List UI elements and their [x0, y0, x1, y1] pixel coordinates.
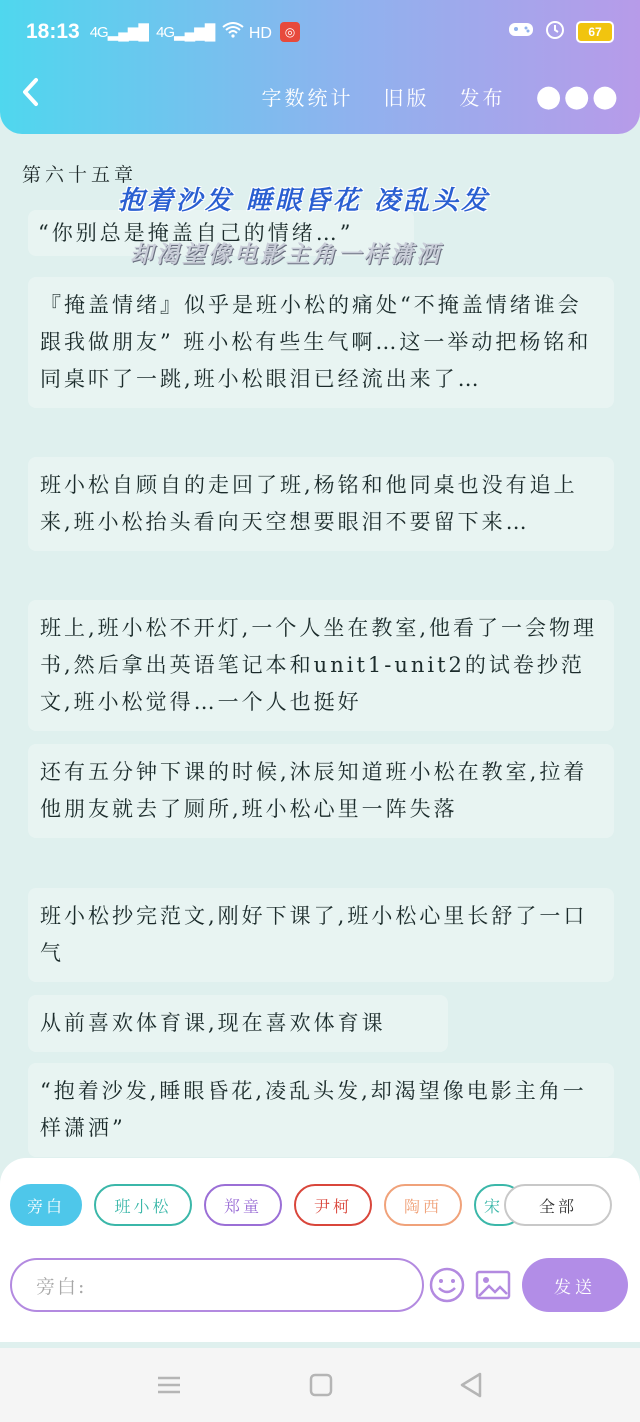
- all-roles-button[interactable]: 全部: [504, 1184, 612, 1226]
- lyric-overlay-line1: 抱着沙发 睡眼昏花 凌乱头发: [118, 186, 491, 216]
- role-chip-partial[interactable]: 宋: [474, 1184, 524, 1226]
- role-chip[interactable]: 郑童: [204, 1184, 282, 1226]
- chapter-title: 第六十五章: [22, 164, 138, 186]
- status-time: 18:13: [26, 20, 80, 43]
- message-bubble[interactable]: 班小松抄完范文,刚好下课了,班小松心里长舒了一口气: [28, 888, 614, 982]
- image-icon: [474, 1266, 512, 1304]
- message-bubble[interactable]: “抱着沙发,睡眼昏花,凌乱头发,却渴望像电影主角一样潇洒”: [28, 1063, 614, 1157]
- more-options-button[interactable]: ●●●: [535, 78, 620, 114]
- message-bubble[interactable]: 『掩盖情绪』似乎是班小松的痛处“不掩盖情绪谁会跟我做朋友” 班小松有些生气啊…这一举动把杨铭和同桌吓了一跳,班小松眼泪已经流出来了…: [28, 277, 614, 408]
- smiley-icon: [428, 1266, 466, 1304]
- composer-panel: [0, 1158, 640, 1342]
- system-back-button[interactable]: [456, 1370, 486, 1400]
- alarm-icon: [544, 18, 566, 46]
- publish-button[interactable]: 发布: [459, 85, 506, 110]
- back-button[interactable]: [20, 76, 60, 116]
- system-nav-bar: [0, 1348, 640, 1422]
- role-chip[interactable]: 陶西: [384, 1184, 462, 1226]
- triangle-back-icon: [456, 1370, 486, 1400]
- game-icon: [508, 20, 534, 44]
- header: [0, 0, 640, 134]
- chevron-left-icon: [20, 77, 40, 107]
- lyric-overlay-line2: 却渴望像电影主角一样潇洒: [130, 241, 442, 268]
- menu-button[interactable]: [154, 1370, 184, 1400]
- message-bubble[interactable]: 还有五分钟下课的时候,沐辰知道班小松在教室,拉着他朋友就去了厕所,班小松心里一阵失落: [28, 744, 614, 838]
- message-bubble[interactable]: “你别总是掩盖自己的情绪…”: [28, 210, 414, 256]
- send-button[interactable]: 发送: [522, 1258, 628, 1312]
- message-bubble[interactable]: 从前喜欢体育课,现在喜欢体育课: [28, 995, 448, 1052]
- role-chip[interactable]: 班小松: [94, 1184, 192, 1226]
- role-chip-narrator[interactable]: 旁白: [10, 1184, 82, 1226]
- message-bubble[interactable]: 班上,班小松不开灯,一个人坐在教室,他看了一会物理书,然后拿出英语笔记本和unit1-unit2的试卷抄范文,班小松觉得…一个人也挺好: [28, 600, 614, 731]
- message-bubble[interactable]: 班小松自顾自的走回了班,杨铭和他同桌也没有追上来,班小松抬头看向天空想要眼泪不要留下来…: [28, 457, 614, 551]
- old-version-button[interactable]: 旧版: [383, 85, 430, 110]
- input-placeholder: 旁白:: [36, 1275, 87, 1298]
- home-button[interactable]: [306, 1370, 336, 1400]
- nav-bar: [0, 64, 640, 128]
- emoji-button[interactable]: [428, 1266, 466, 1304]
- role-chip[interactable]: 尹柯: [294, 1184, 372, 1226]
- message-input[interactable]: [10, 1258, 424, 1312]
- word-count-button[interactable]: 字数统计: [261, 85, 354, 110]
- status-bar: [0, 0, 640, 64]
- menu-icon: [154, 1370, 184, 1400]
- app-notification-icon: ◎: [280, 22, 300, 42]
- role-selector: [10, 1184, 630, 1226]
- image-button[interactable]: [474, 1266, 512, 1304]
- wifi-icon: HD: [222, 22, 272, 43]
- home-icon: [306, 1370, 336, 1400]
- signal-icon-2: 4G▂▄▆█: [156, 24, 215, 41]
- signal-icon: 4G▂▄▆█: [89, 24, 149, 41]
- battery-icon: 67: [576, 21, 614, 43]
